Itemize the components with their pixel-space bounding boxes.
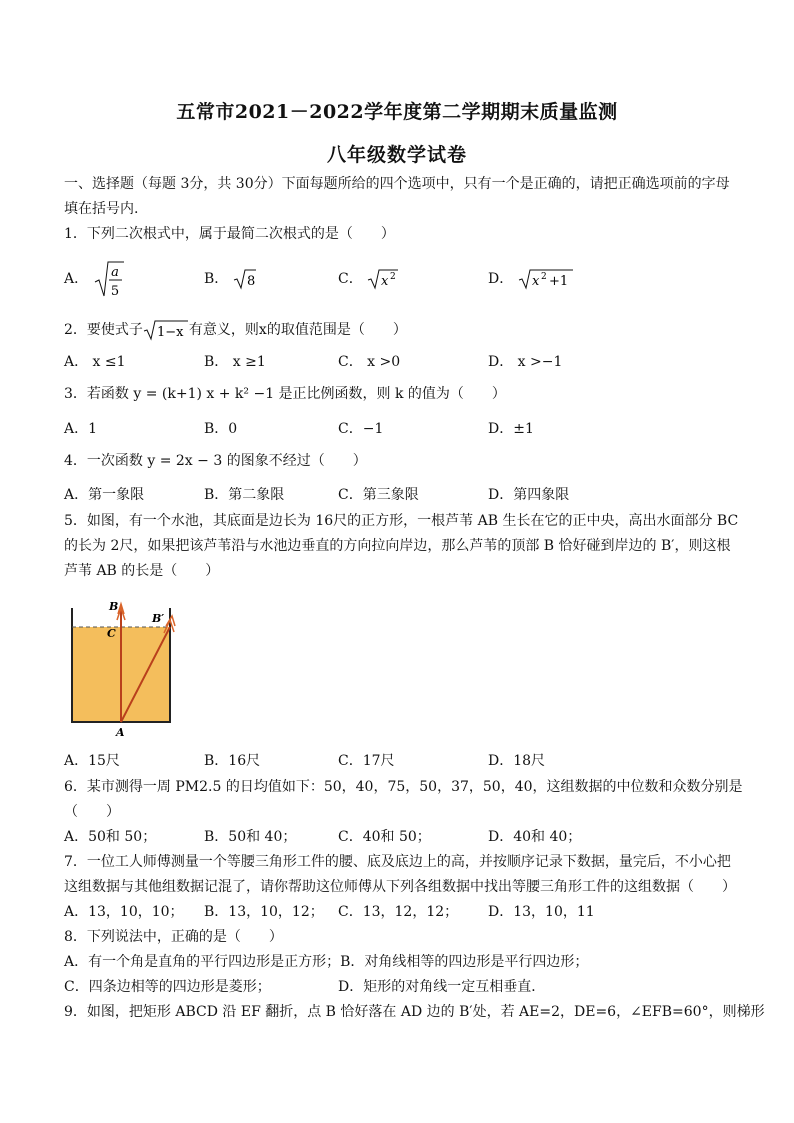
q1-d-label: D．: [488, 271, 514, 287]
q2-option-c: C． x >0: [338, 354, 401, 370]
q5-pond-diagram: [64, 600, 184, 740]
q2-option-b: B． x ≥1: [204, 354, 266, 370]
q1-c-exponent: 2: [390, 272, 396, 282]
q5-stem-line3: 芦苇 AB 的长是（ ）: [64, 563, 220, 579]
q7-option-a: A．13，10，10；: [64, 904, 184, 920]
q5-label-A: A: [116, 726, 125, 739]
q1-d-tail: +1: [548, 274, 568, 289]
q8-stem: 8．下列说法中，正确的是（ ）: [64, 929, 283, 945]
q4-option-b: B．第二象限: [204, 487, 285, 503]
q3-stem: 3．若函数 y = (k+1) x + k² −1 是正比例函数，则 k 的值为（ ）: [64, 386, 506, 402]
q5-option-c: C．17尺: [338, 753, 395, 769]
section-instructions-line1: 一、选择题（每题 3分，共 30分）下面每题所给的四个选项中，只有一个是正确的，请把正确选项前的字母: [64, 176, 730, 192]
q5-option-a: A．15尺: [64, 753, 120, 769]
q1-a-numerator: a: [110, 265, 119, 280]
q2-stem-post: 有意义，则x的取值范围是（ ）: [188, 322, 407, 338]
q6-stem-line2: （ ）: [64, 804, 120, 820]
q5-label-C: C: [107, 627, 116, 640]
q1-d-exponent: 2: [540, 272, 547, 282]
section-instructions-line2: 填在括号内.: [64, 201, 139, 217]
q1-d-radical: [518, 268, 574, 290]
q1-a-denominator: 5: [110, 284, 119, 299]
q1-option-d: [488, 268, 574, 290]
q3-option-a: A．1: [64, 421, 98, 437]
q7-option-d: D．13，10，11: [488, 904, 595, 920]
q1-option-a: [64, 258, 125, 300]
q5-label-B-prime: B′: [152, 612, 165, 625]
q6-option-d: D．40和 40；: [488, 829, 582, 845]
q4-option-a: A．第一象限: [64, 487, 145, 503]
q6-option-b: B．50和 40；: [204, 829, 297, 845]
q3-option-d: D．±1: [488, 421, 534, 437]
q7-option-c: C．13，12，12；: [338, 904, 459, 920]
q6-stem-line1: 6．某市测得一周 PM2.5 的日均值如下：50，40，75，50，37，50，40，这组数据的中位数和众数分别是: [64, 779, 743, 795]
q2-stem-pre: 2．要使式子: [64, 322, 143, 338]
q8-option-d: D．矩形的对角线一定互相垂直．: [338, 979, 546, 995]
q1-c-radicand: x: [381, 274, 389, 289]
q1-b-radicand: 8: [246, 274, 256, 289]
q1-b-radical: [233, 268, 257, 290]
q5-figure: [64, 600, 184, 744]
q1-c-radical: [367, 268, 399, 290]
exam-subtitle: 八年级数学试卷: [326, 144, 467, 166]
q2-radical: [143, 319, 189, 341]
q7-stem-line2: 这组数据与其他组数据记混了，请你帮助这位师傅从下列各组数据中找出等腰三角形工件的这组数据（ ）: [64, 879, 736, 895]
q2-radicand: 1−x: [156, 325, 184, 340]
q1-stem: 1．下列二次根式中，属于最简二次根式的是（ ）: [64, 226, 395, 242]
q5-option-d: D．18尺: [488, 753, 546, 769]
q7-option-b: B．13，10，12；: [204, 904, 324, 920]
q5-option-b: B．16尺: [204, 753, 261, 769]
q2-option-a: A． x ≤1: [64, 354, 126, 370]
q1-b-label: B．: [204, 271, 229, 287]
q2-option-d: D． x >−1: [488, 354, 563, 370]
q6-option-a: A．50和 50；: [64, 829, 157, 845]
q1-a-radical: [93, 258, 125, 300]
q3-option-c: C．−1: [338, 421, 384, 437]
q1-c-label: C．: [338, 271, 363, 287]
q1-option-b: [204, 268, 257, 290]
q1-option-c: [338, 268, 399, 290]
q3-option-b: B．0: [204, 421, 238, 437]
q4-option-c: C．第三象限: [338, 487, 419, 503]
q8-options-ab: A．有一个角是直角的平行四边形是正方形；B．对角线相等的四边形是平行四边形；: [64, 954, 589, 970]
q6-option-c: C．40和 50；: [338, 829, 431, 845]
q5-label-B: B: [109, 600, 119, 613]
q8-option-c: C．四条边相等的四边形是菱形；: [64, 979, 271, 995]
q2-stem: [64, 319, 407, 341]
q5-stem-line2: 的长为 2尺，如果把该芦苇沿与水池边垂直的方向拉向岸边，那么芦苇的顶部 B 恰好碰到岸边的 B′，则这根: [64, 538, 731, 554]
q4-stem: 4．一次函数 y = 2x − 3 的图象不经过（ ）: [64, 453, 367, 469]
q9-stem-line1: 9．如图，把矩形 ABCD 沿 EF 翻折，点 B 恰好落在 AD 边的 B′处，若 AE=2，DE=6，∠EFB=60°，则梯形: [64, 1004, 765, 1020]
exam-title: 五常市2021－2022学年度第二学期期末质量监测: [176, 101, 618, 123]
q1-d-radicand: x: [531, 274, 540, 289]
q4-option-d: D．第四象限: [488, 487, 570, 503]
q1-a-label: A．: [64, 271, 89, 287]
q5-stem-line1: 5．如图，有一个水池，其底面是边长为 16尺的正方形，一根芦苇 AB 生长在它的正中央，高出水面部分 BC: [64, 513, 739, 529]
q7-stem-line1: 7．一位工人师傅测量一个等腰三角形工件的腰、底及底边上的高，并按顺序记录下数据，量完后，不小心把: [64, 854, 731, 870]
